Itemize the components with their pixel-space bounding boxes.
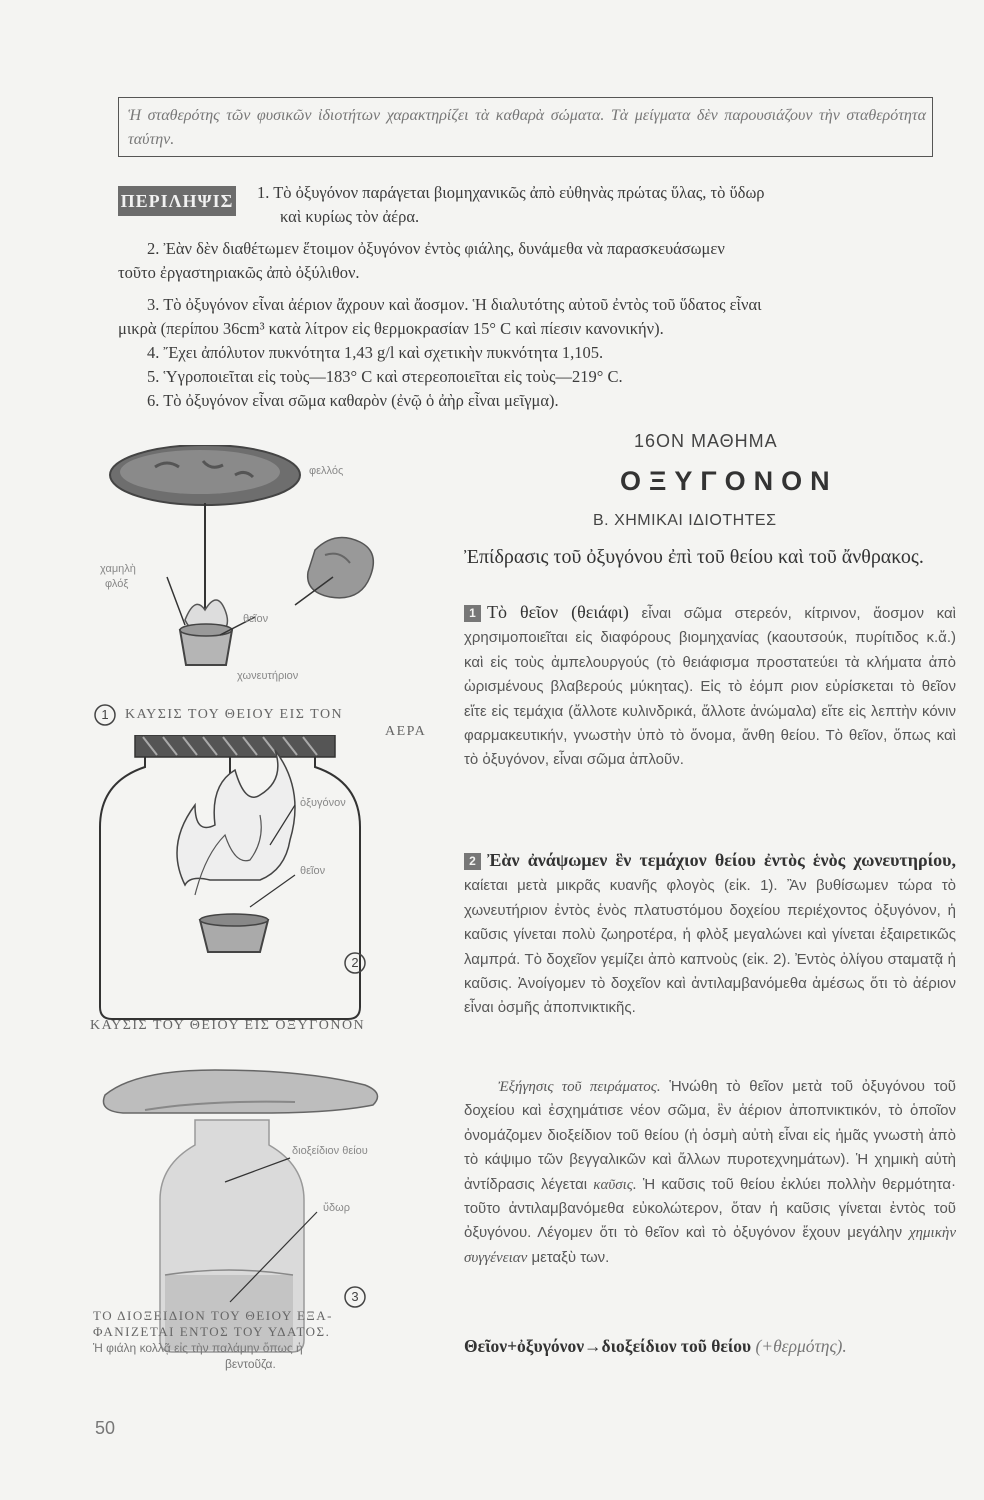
paragraph-text: Ἡνώθη τὸ θεῖον μετὰ τοῦ ὀξυγόνου τοῦ δοχείου καὶ ἐσχημάτισε νέον σῶμα, ἓν ἀέριον ἀποπνικτικόν, τὸ ὁποῖον ὀνομάζομεν διοξείδιον τοῦ θείου (ἡ ὀσμὴ αὐτὴ εἶναι εἰς ἡμᾶς γνωστὴ ἀπὸ τὸ κάψιμο τῶν βεγγαλικῶν καὶ ἄλλων πυροτεχνημάτων). Ἡ χημικὴ αὐτὴ ἀντίδρασις λέγεται bbox=[464, 1078, 956, 1193]
paragraph-experiment bbox=[464, 848, 956, 1021]
paragraph-lead: Ἐὰν ἀνάψωμεν ἓν τεμάχιον θείου ἐντὸς ἑνὸς χωνευτηρίου, bbox=[487, 850, 956, 870]
term-affinity: χημικὴν συγγένειαν bbox=[464, 1225, 956, 1266]
summary-label: ΠΕΡΙΛΗΨΙΣ bbox=[118, 186, 236, 216]
paragraph-sulfur bbox=[464, 600, 956, 773]
note-text: Ἡ σταθερότης τῶν φυσικῶν ἰδιοτήτων χαρακτηρίζει τὰ καθαρὰ σώματα. Τὰ μείγματα δὲν παρουσιάζουν τὴν σταθερότητα ταύτην. bbox=[128, 107, 926, 148]
figure-number: 3 bbox=[351, 1289, 359, 1304]
lesson-number: 16ΟΝ ΜΑΘΗΜΑ bbox=[634, 431, 778, 451]
figure-caption: Ἡ φιάλη κολλᾷ εἰς τὴν παλάμην ὅπως ἡ bbox=[93, 1341, 303, 1355]
figure-2-drawing bbox=[85, 735, 455, 1040]
paragraph-lead: Ἐξήγησις τοῦ πειράματος. bbox=[498, 1079, 661, 1095]
label-sulfur: θεῖον bbox=[243, 613, 269, 625]
term-combustion: καῦσις. bbox=[593, 1176, 637, 1193]
label-flame: φλόξ bbox=[105, 578, 129, 590]
figure-number: 2 bbox=[351, 955, 359, 970]
paragraph-text: μεταξὺ των. bbox=[527, 1248, 610, 1266]
figure-caption: βεντοῦζα. bbox=[225, 1357, 276, 1371]
reaction-equation bbox=[464, 1335, 964, 1358]
figure-2 bbox=[85, 735, 455, 1040]
label-sulfur: θεῖον bbox=[300, 865, 326, 877]
figure-caption: ΑΕΡΑ bbox=[385, 724, 427, 739]
summary-line: 3. Τὸ ὀξυγόνον εἶναι ἀέριον ἄχρουν καὶ ἄοσμον. Ἡ διαλυτότης αὐτοῦ ἐντὸς τοῦ ὕδατος εἶναι bbox=[147, 295, 762, 314]
figure-number: 1 bbox=[101, 707, 109, 722]
summary-line: τοῦτο ἐργαστηριακῶς ἀπὸ ὀξύλιθον. bbox=[118, 263, 360, 282]
paragraph-lead: Τὸ θεῖον (θειάφι) bbox=[487, 602, 629, 622]
label-sulfur-dioxide: διοξείδιον θείου bbox=[292, 1145, 368, 1157]
equation-text: Θεῖον+ὀξυγόνον→διοξείδιον τοῦ θείου bbox=[464, 1336, 752, 1356]
label-cork: φελλός bbox=[309, 465, 344, 477]
summary-line: 1. Τὸ ὀξυγόνον παράγεται βιομηχανικῶς ἀπὸ εὐθηνὰς πρώτας ὕλας, τὸ ὕδωρ bbox=[257, 183, 765, 202]
figure-1 bbox=[85, 445, 455, 755]
subheading: Ἐπίδρασις τοῦ ὀξυγόνου ἐπὶ τοῦ θείου καὶ τοῦ ἄνθρακος. bbox=[464, 546, 924, 568]
section-title: Β. ΧΗΜΙΚΑΙ ΙΔΙΟΤΗΤΕΣ bbox=[593, 512, 777, 529]
label-crucible: χωνευτήριον bbox=[237, 670, 299, 682]
summary-line: καὶ κυρίως τὸν ἀέρα. bbox=[280, 207, 420, 226]
paragraph-text: εἶναι σῶμα στερεόν, κίτρινον, ἄοσμον καὶ χρησιμοποιεῖται εἰς διαφόρους βιομηχανίας (καουτσούκ, πυρίτιδος κ.ἄ.) καὶ εἰς τοὺς ἀμπελουργούς (τὸ θειάφισμα προστατεύει τὰ κλήματα ἀπὸ ὡρισμένους βλαβερούς μύκητας). Εἰς τὸ ἐόμπ ριον εὑρίσκεται τὸ θεῖον εἴτε εἰς τεμάχια (ἄλλοτε κυλινδρικά, ἄλλοτε ἀνώμαλα) εἴτε εἰς λεπτὴν κόνιν φαρμακευτικήν, γνωστὴν ὑπὸ τὸ ὄνομα, ἄνθη θείου. Τὸ θεῖον, ὅπως καὶ τὸ ὀξυγόνον, εἶναι σῶμα ἁπλοῦν. bbox=[464, 605, 956, 769]
label-oxygen: ὀξυγόνον bbox=[300, 797, 346, 809]
equation-note: (+θερμότης). bbox=[755, 1336, 847, 1356]
paragraph-number: 1 bbox=[464, 605, 481, 622]
summary-line: 5. Ὑγροποιεῖται εἰς τοὺς—183° C καὶ στερεοποιεῖται εἰς τοὺς—219° C. bbox=[147, 367, 623, 386]
figure-caption: ΦΑΝΙΖΕΤΑΙ ΕΝΤΟΣ ΤΟΥ ΥΔΑΤΟΣ. bbox=[93, 1324, 331, 1339]
paragraph-text: Ἡ καῦσις τοῦ θείου ἐκλύει πολλὴν θερμότητα· τοῦτο ἀντιλαμβανόμεθα εὐκολώτερον, ὅταν ἡ καῦσις γίνεται ἐντὸς τοῦ ὀξυγόνου. Λέγομεν ὅτι τὸ θεῖον καὶ τὸ ὀξυγόνον ἔχουν μεγάλην bbox=[464, 1175, 957, 1242]
summary-line: μικρὰ (περίπου 36cm³ κατὰ λίτρον εἰς θερμοκρασίαν 15° C καὶ πίεσιν κανονικήν). bbox=[118, 319, 664, 338]
summary-line: 4. Ἔχει ἀπόλυτον πυκνότητα 1,43 g/l καὶ σχετικὴν πυκνότητα 1,105. bbox=[147, 343, 604, 362]
figure-caption: ΚΑΥΣΙΣ ΤΟΥ ΘΕΙΟΥ ΕΙΣ ΤΟΝ bbox=[125, 707, 344, 722]
lesson-title: ΟΞΥΓΟΝΟΝ bbox=[620, 466, 838, 496]
paragraph-explanation bbox=[464, 1075, 956, 1270]
label-flame: χαμηλὴ bbox=[100, 563, 136, 575]
figure-3 bbox=[85, 1060, 455, 1390]
figure-caption: ΚΑΥΣΙΣ ΤΟΥ ΘΕΙΟΥ ΕΙΣ ΟΞΥΓΟΝΟΝ bbox=[90, 1018, 366, 1033]
page-number: 50 bbox=[95, 1418, 116, 1438]
label-water: ὕδωρ bbox=[323, 1202, 350, 1214]
summary-line: 6. Τὸ ὀξυγόνον εἶναι σῶμα καθαρὸν (ἐνῷ ὁ ἀὴρ εἶναι μεῖγμα). bbox=[147, 391, 559, 410]
paragraph-number: 2 bbox=[464, 853, 481, 870]
figure-caption: ΤΟ ΔΙΟΞΕΙΔΙΟΝ ΤΟΥ ΘΕΙΟΥ ΕΞΑ- bbox=[93, 1308, 333, 1323]
summary-line: 2. Ἐὰν δὲν διαθέτωμεν ἕτοιμον ὀξυγόνον ἐντὸς φιάλης, δυνάμεθα νὰ παρασκευάσωμεν bbox=[147, 239, 725, 258]
paragraph-text: καίεται μετὰ μικρᾶς κυανῆς φλογὸς (εἰκ. 1). Ἂν βυθίσωμεν τώρα τὸ χωνευτήριον ἐντὸς ἑνὸς πλατυστόμου δοχείου περιέχοντος ὀξυγόνον, ἡ καῦσις γίνεται πολὺ ζωηροτέρα, ἡ φλὸξ μεγαλώνει καὶ γίνεται ἐξαιρετικῶς λαμπρά. Τὸ δοχεῖον γεμίζει ἀπὸ καπνοὺς (εἰκ. 2). Ἐντὸς ὀλίγου σταματᾷ ἡ καῦσις. Ἀνοίγομεν τὸ δοχεῖον καὶ ἀντιλαμβανόμεθα ἀμέσως ὅτι τὸ ἀέριον εἶναι ὀσμῆς ἀποπνικτικῆς. bbox=[464, 877, 956, 1017]
